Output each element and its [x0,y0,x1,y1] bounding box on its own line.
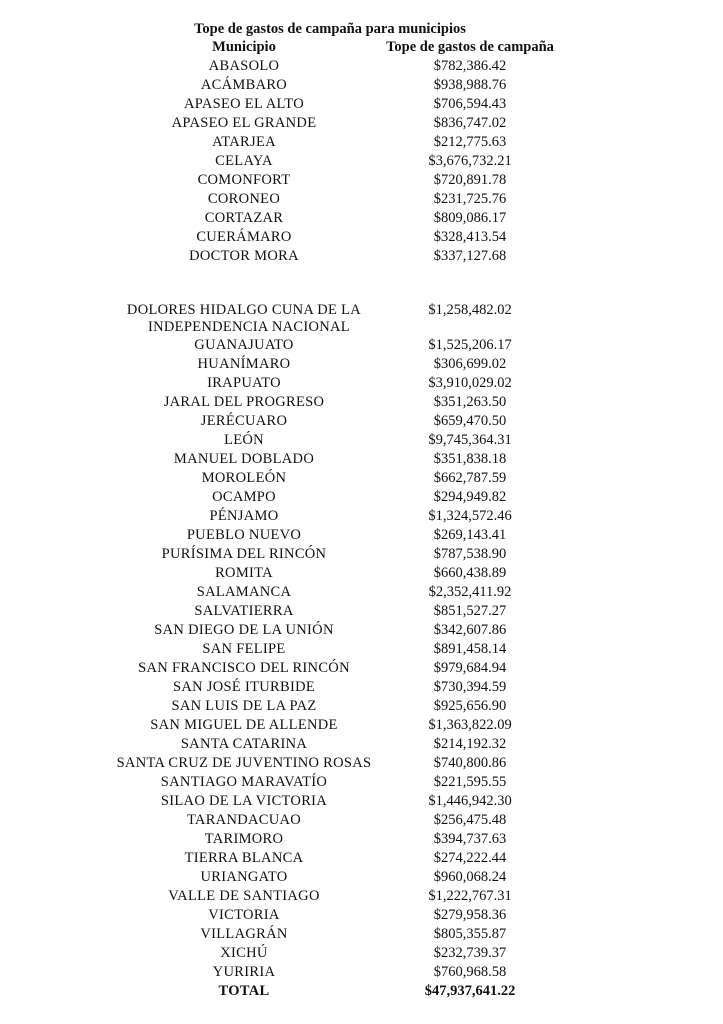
table-row [0,450,723,469]
table-row [0,887,723,906]
table-row [0,621,723,640]
table-row [0,849,723,868]
tope-cell: $787,538.90 [433,546,507,562]
municipio-cell: LEÓN [224,432,264,448]
municipio-cell: ATARJEA [212,134,276,150]
table-row [0,393,723,412]
tope-cell: $1,446,942.30 [428,793,512,809]
tope-cell: $337,127.68 [433,248,507,264]
municipio-cell: VICTORIA [208,907,280,923]
municipio-cell: SANTA CATARINA [180,736,308,752]
tope-cell: $760,968.58 [433,964,507,980]
tope-cell: $891,458.14 [433,641,507,657]
table-row [0,302,723,340]
tope-cell: $351,838.18 [433,451,507,467]
municipio-cell: YURIRIA [212,964,276,980]
table-row [0,716,723,735]
table-row [0,57,723,76]
municipio-cell: PÉNJAMO [209,508,279,524]
tope-cell: $706,594.43 [433,96,507,112]
table-row [0,583,723,602]
tope-cell: $1,258,482.02 [428,302,512,318]
total-value: $47,937,641.22 [424,983,516,999]
table-row [0,526,723,545]
municipio-cell: DOCTOR MORA [189,248,299,264]
table-row [0,792,723,811]
municipio-cell: TIERRA BLANCA [184,850,304,866]
municipio-cell [126,302,362,336]
municipio-cell: SANTIAGO MARAVATÍO [160,774,328,790]
municipio-cell: SAN LUIS DE LA PAZ [171,698,317,714]
tope-cell: $214,192.32 [433,736,507,752]
tope-cell: $232,739.37 [433,945,507,961]
municipio-cell: HUANÍMARO [197,356,291,372]
municipio-cell: SAN FRANCISCO DEL RINCÓN [138,660,350,676]
municipio-cell: SANTA CRUZ DE JUVENTINO ROSAS [116,755,372,771]
table-row [0,602,723,621]
table-row [0,925,723,944]
total-row [0,982,723,1001]
municipio-cell: GUANAJUATO [194,337,294,353]
tope-cell: $1,222,767.31 [428,888,512,904]
tope-cell: $342,607.86 [433,622,507,638]
tope-cell: $660,438.89 [433,565,507,581]
table-row [0,659,723,678]
total-label: TOTAL [218,983,270,999]
municipio-cell: CORTAZAR [204,210,284,226]
municipio-cell: MOROLEÓN [201,470,287,486]
column-header-tope: Tope de gastos de campaña [386,39,554,55]
table-row [0,76,723,95]
table-row [0,209,723,228]
municipio-cell: SAN DIEGO DE LA UNIÓN [154,622,334,638]
municipio-cell: COMONFORT [197,172,291,188]
tope-cell: $328,413.54 [433,229,507,245]
tope-cell: $782,386.42 [433,58,507,74]
tope-cell: $279,958.36 [433,907,507,923]
municipio-cell: APASEO EL ALTO [184,96,304,112]
municipio-cell: APASEO EL GRANDE [171,115,317,131]
tope-cell: $851,527.27 [433,603,507,619]
table-row [0,830,723,849]
municipio-cell: URIANGATO [200,869,288,885]
municipio-cell: SAN JOSÉ ITURBIDE [172,679,316,695]
tope-cell: $1,525,206.17 [428,337,512,353]
tope-cell: $659,470.50 [433,413,507,429]
table-row [0,374,723,393]
table-row [0,190,723,209]
table-row [0,811,723,830]
table-row [0,773,723,792]
table-row [0,152,723,171]
municipio-cell: TARIMORO [204,831,284,847]
municipio-cell: PURÍSIMA DEL RINCÓN [161,546,327,562]
tope-cell: $960,068.24 [433,869,507,885]
municipio-cell: ACÁMBARO [200,77,288,93]
municipio-cell: IRAPUATO [207,375,281,391]
table-row [0,488,723,507]
table-row [0,247,723,266]
municipio-cell: ABASOLO [208,58,280,74]
municipio-cell-line2: INDEPENDENCIA NACIONAL [148,319,350,335]
tope-cell: $306,699.02 [433,356,507,372]
tope-cell: $925,656.90 [433,698,507,714]
table-row [0,697,723,716]
table-row [0,133,723,152]
table-row [0,507,723,526]
table-row [0,171,723,190]
tope-cell: $730,394.59 [433,679,507,695]
tope-cell: $1,324,572.46 [428,508,512,524]
municipio-cell: SAN MIGUEL DE ALLENDE [150,717,338,733]
municipio-cell: XICHÚ [220,945,268,961]
table-row [0,564,723,583]
tope-cell: $256,475.48 [433,812,507,828]
municipio-cell: JARAL DEL PROGRESO [163,394,325,410]
table-row [0,963,723,982]
table-row [0,412,723,431]
tope-cell: $720,891.78 [433,172,507,188]
tope-cell: $662,787.59 [433,470,507,486]
municipio-cell: SAN FELIPE [202,641,286,657]
municipio-cell: SILAO DE LA VICTORIA [160,793,328,809]
municipio-cell: OCAMPO [212,489,276,505]
municipio-cell: TARANDACUAO [186,812,302,828]
municipio-cell: SALVATIERRA [194,603,294,619]
table-row [0,906,723,925]
tope-cell: $212,775.63 [433,134,507,150]
tope-cell: $231,725.76 [433,191,507,207]
tope-cell: $740,800.86 [433,755,507,771]
table-row [0,545,723,564]
tope-cell: $9,745,364.31 [428,432,512,448]
municipio-cell: VILLAGRÁN [200,926,288,942]
table-row [0,355,723,374]
tope-cell: $274,222.44 [433,850,507,866]
table-row [0,754,723,773]
municipio-cell: SALAMANCA [196,584,292,600]
document-title: Tope de gastos de campaña para municipios [194,21,466,37]
table-row [0,95,723,114]
table-row [0,944,723,963]
tope-cell: $394,737.63 [433,831,507,847]
table-row [0,114,723,133]
tope-cell: $221,595.55 [433,774,507,790]
tope-cell: $351,263.50 [433,394,507,410]
table-row [0,868,723,887]
municipio-cell-line1: DOLORES HIDALGO CUNA DE LA [126,302,362,318]
municipio-cell: CUERÁMARO [196,229,292,245]
tope-cell: $3,910,029.02 [428,375,512,391]
tope-cell: $805,355.87 [433,926,507,942]
tope-cell: $2,352,411.92 [428,584,512,600]
municipio-cell: MANUEL DOBLADO [173,451,315,467]
table-row [0,469,723,488]
tope-cell: $1,363,822.09 [428,717,512,733]
municipio-cell: CELAYA [215,153,273,169]
tope-cell: $809,086.17 [433,210,507,226]
table-row [0,735,723,754]
municipio-cell: PUEBLO NUEVO [186,527,302,543]
table-row [0,336,723,355]
table-row [0,678,723,697]
municipio-cell: ROMITA [215,565,273,581]
tope-cell: $294,949.82 [433,489,507,505]
tope-cell: $269,143.41 [433,527,507,543]
tope-cell: $836,747.02 [433,115,507,131]
tope-cell: $3,676,732.21 [428,153,512,169]
municipio-cell: CORONEO [207,191,281,207]
table-row [0,640,723,659]
table-row [0,431,723,450]
tope-cell: $979,684.94 [433,660,507,676]
table-row [0,228,723,247]
municipio-cell: JERÉCUARO [200,413,288,429]
tope-cell: $938,988.76 [433,77,507,93]
municipio-cell: VALLE DE SANTIAGO [168,888,320,904]
column-header-municipio: Municipio [212,39,276,55]
